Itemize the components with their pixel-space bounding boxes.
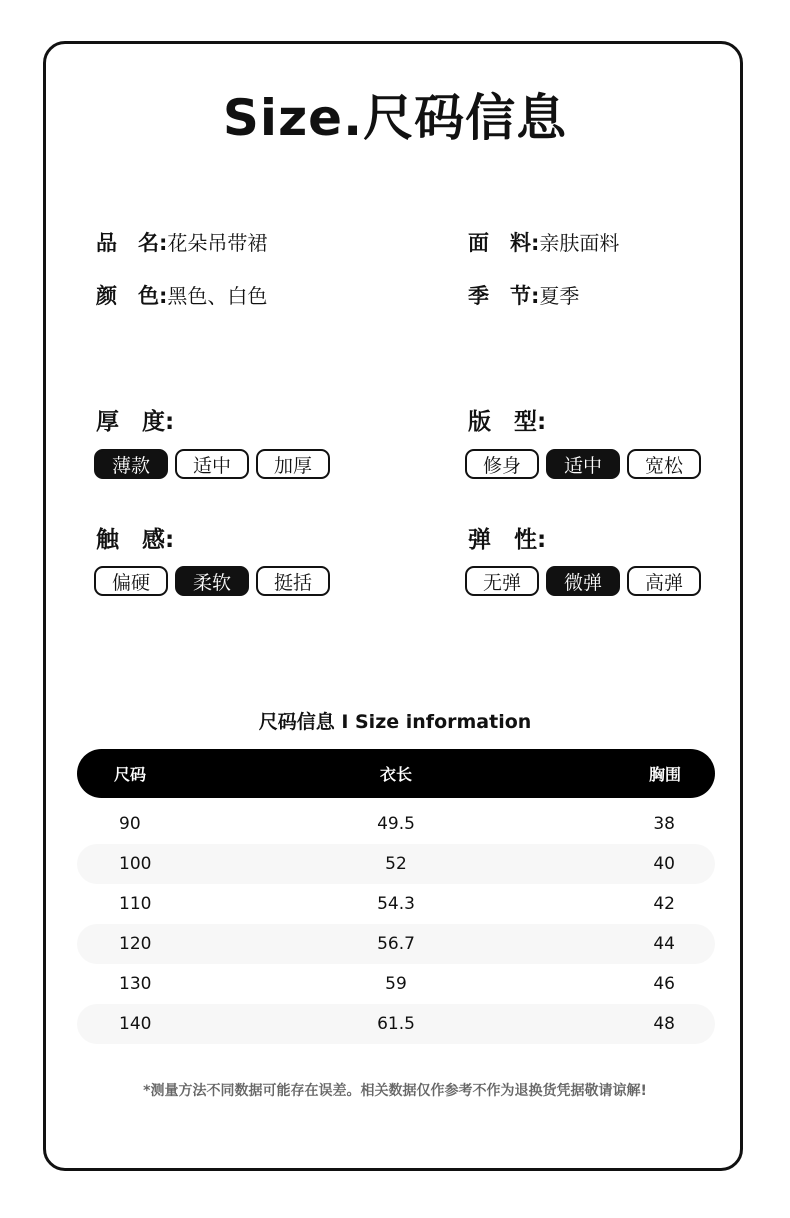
fabric-value: 亲肤面料 <box>539 231 620 255</box>
size-table-header <box>77 749 715 798</box>
fit-option-selected: 适中 <box>546 449 620 479</box>
season-value: 夏季 <box>539 284 580 308</box>
table-row <box>77 884 715 924</box>
touch-label: 触 感: <box>96 527 175 553</box>
cell-length: 49.5 <box>377 814 415 834</box>
touch-option: 偏硬 <box>94 566 168 596</box>
header-chest: 胸围 <box>648 765 681 784</box>
header-size: 尺码 <box>114 765 147 784</box>
cell-chest: 40 <box>653 854 675 874</box>
thickness-label: 厚 度: <box>96 409 175 435</box>
cell-size: 140 <box>119 1014 152 1034</box>
thickness-option: 适中 <box>175 449 249 479</box>
table-row <box>77 924 715 964</box>
info-season <box>468 280 579 310</box>
cell-size: 90 <box>119 814 141 834</box>
size-table-title: 尺码信息 I Size information <box>258 711 532 733</box>
elasticity-option: 无弹 <box>465 566 539 596</box>
elasticity-label: 弹 性: <box>468 527 547 553</box>
fabric-label: 面 料: <box>468 231 540 255</box>
table-row <box>77 964 715 1004</box>
cell-chest: 38 <box>653 814 675 834</box>
cell-length: 54.3 <box>377 894 415 914</box>
thickness-option-selected: 薄款 <box>94 449 168 479</box>
cell-length: 56.7 <box>377 934 415 954</box>
elasticity-options <box>465 566 701 596</box>
header-length: 衣长 <box>379 765 412 784</box>
page-title: Size.尺码信息 <box>222 89 568 147</box>
cell-chest: 46 <box>653 974 675 994</box>
fit-option: 宽松 <box>627 449 701 479</box>
cell-length: 52 <box>385 854 407 874</box>
info-color <box>96 280 267 310</box>
name-label: 品 名: <box>96 231 168 255</box>
table-row <box>77 804 715 844</box>
cell-size: 110 <box>119 894 152 914</box>
measurement-note: *测量方法不同数据可能存在误差。相关数据仅作参考不作为退换货凭据敬请谅解! <box>143 1083 647 1099</box>
touch-option-selected: 柔软 <box>175 566 249 596</box>
touch-options <box>94 566 330 596</box>
info-fabric <box>468 227 619 257</box>
fit-options <box>465 449 701 479</box>
thickness-option: 加厚 <box>256 449 330 479</box>
elasticity-option: 高弹 <box>627 566 701 596</box>
name-value: 花朵吊带裙 <box>167 231 268 255</box>
table-row <box>77 1004 715 1044</box>
elasticity-option-selected: 微弹 <box>546 566 620 596</box>
touch-option: 挺括 <box>256 566 330 596</box>
season-label: 季 节: <box>468 284 540 308</box>
cell-size: 120 <box>119 934 152 954</box>
fit-label: 版 型: <box>468 409 547 435</box>
table-row <box>77 844 715 884</box>
cell-length: 61.5 <box>377 1014 415 1034</box>
cell-chest: 48 <box>653 1014 675 1034</box>
color-value: 黑色、白色 <box>167 284 268 308</box>
fit-option: 修身 <box>465 449 539 479</box>
thickness-options <box>94 449 330 479</box>
color-label: 颜 色: <box>96 284 168 308</box>
info-name <box>96 227 267 257</box>
cell-size: 130 <box>119 974 152 994</box>
cell-chest: 42 <box>653 894 675 914</box>
cell-size: 100 <box>119 854 152 874</box>
cell-length: 59 <box>385 974 407 994</box>
cell-chest: 44 <box>653 934 675 954</box>
